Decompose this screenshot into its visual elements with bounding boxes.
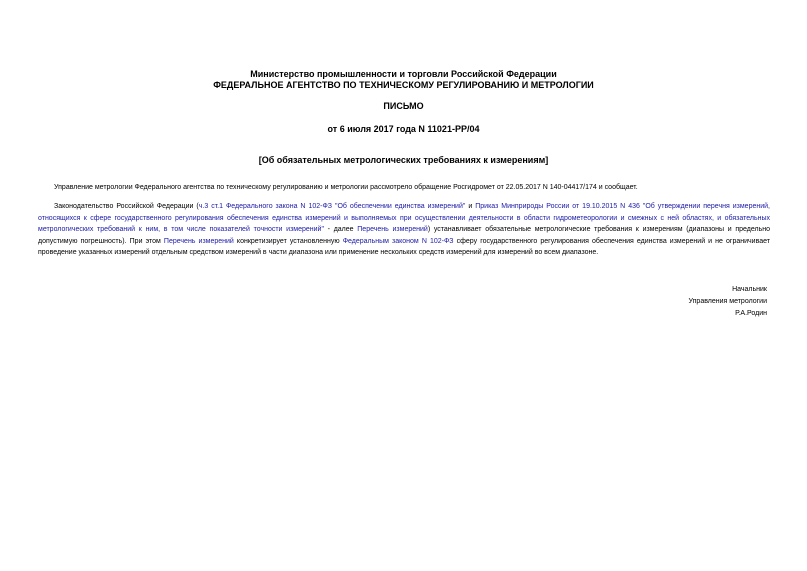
document-type: ПИСЬМО — [383, 101, 424, 111]
paragraph-2-text-4: ) устанавливает обязательные метрологические требования к измерениям (диапазоны и предельно допустимую погрешность). При этом — [38, 226, 770, 245]
paragraph-1-text: Управление метрологии Федерального агентства по техническому регулированию и метрологии рассмотрело обращение Росгидромет от 22.05.2017 N 140-04417/174 и сообщает. — [54, 184, 638, 191]
paragraph-2-text-1: Законодательство Российской Федерации ( — [54, 203, 199, 210]
paragraph-2-text-3: - далее — [323, 226, 358, 233]
signature-name: Р.А.Родин — [735, 310, 767, 317]
measurement-list-link-2[interactable]: Перечень измерений — [163, 237, 234, 245]
law-102-fz-link[interactable]: ч.3 ст.1 Федерального закона N 102-ФЗ "Об обеспечении единства измерений" — [198, 203, 466, 210]
measurement-list-link[interactable]: Перечень измерений — [357, 226, 428, 233]
signature-department: Управления метрологии — [688, 298, 767, 305]
agency-name: ФЕДЕРАЛЬНОЕ АГЕНТСТВО ПО ТЕХНИЧЕСКОМУ РЕГУЛИРОВАНИЮ И МЕТРОЛОГИИ — [213, 80, 594, 90]
federal-law-102-fz-link[interactable]: Федеральным законом N 102-ФЗ — [342, 237, 454, 245]
signature-position: Начальник — [732, 286, 767, 293]
paragraph-2-text-2: и — [465, 203, 476, 210]
signature-block — [689, 284, 768, 320]
document-date-number: от 6 июля 2017 года N 11021-РР/04 — [327, 124, 480, 134]
ministry-name: Министерство промышленности и торговли Российской Федерации — [250, 69, 557, 79]
paragraph-2-text-5: конкретизирует установленную — [233, 237, 343, 245]
paragraph-1 — [38, 182, 770, 194]
document-subject: [Об обязательных метрологических требованиях к измерениям] — [258, 155, 549, 165]
order-436-link[interactable]: Приказ Минприроды России от 19.10.2015 N 436 "Об утверждении перечня измерений, относящихся к сфере государственного регулирования обеспечения единства измерений и выполняемых при осуществлении деятельности в области гидрометеорологии и смежных с ней областях, и обязательных метрологических требований к ним, в том числе показателей точности измерений" — [38, 203, 770, 233]
paragraph-2-text-6: сферу государственного регулирования обеспечения единства измерений и не ограничивает проведение указанных измерений отдельным средством измерений в части диапазона или применение нескольких средств измерений для измерений во всем диапазоне. — [38, 237, 770, 256]
paragraph-2 — [38, 201, 770, 259]
